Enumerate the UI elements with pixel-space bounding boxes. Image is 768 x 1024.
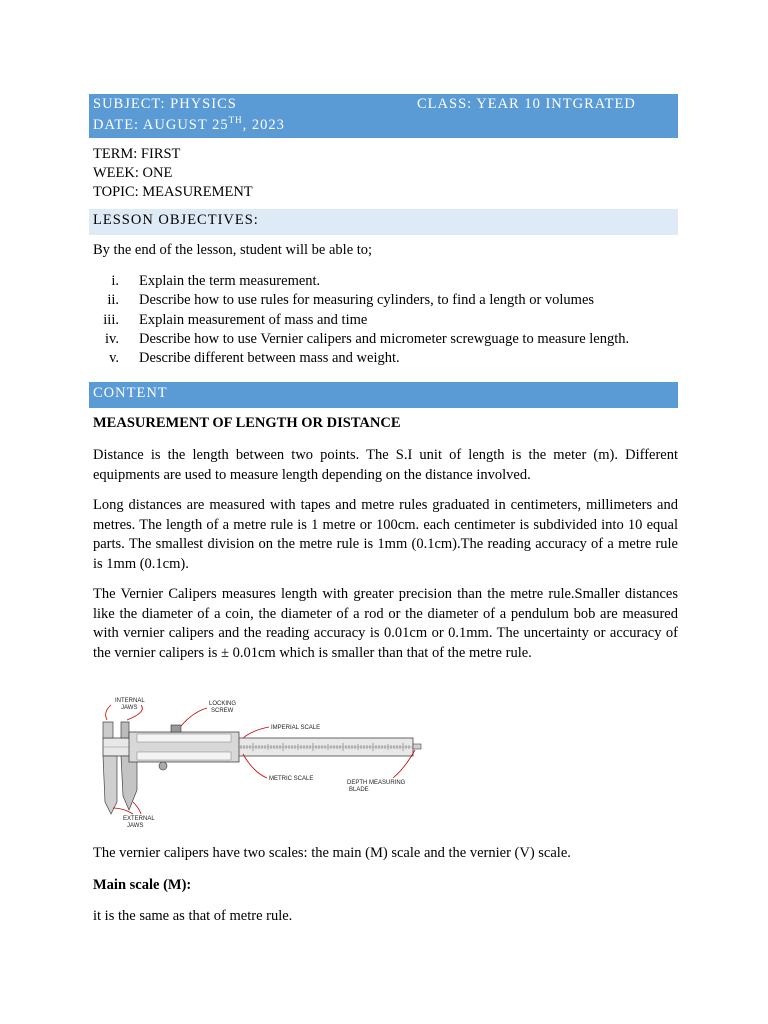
class-label: CLASS: YEAR 10 INTGRATED <box>417 96 636 112</box>
paragraph-distance: Distance is the length between two points. The S.I unit of length is the meter (m). Different equipments are used to measure length depending on the distance involved. <box>93 447 678 483</box>
label-depth-blade-2: BLADE <box>349 787 369 793</box>
paragraph-vernier: The Vernier Calipers measures length with greater precision than the metre rule.Smaller distances like the diameter of a coin, the diameter of a rod or the diameter of a pendulum bob are measured with vernier calipers and the reading accuracy is 0.01cm or 0.1mm. The uncertainty or accuracy of the vernier calipers is ± 0.01cm which is smaller than that of the metre rule. <box>93 586 678 661</box>
date-label: DATE: AUGUST 25TH, 2023 <box>93 115 285 133</box>
paragraph-main-scale: it is the same as that of metre rule. <box>93 908 293 924</box>
objectives-heading: LESSON OBJECTIVES: <box>93 212 259 228</box>
content-heading: CONTENT <box>93 385 168 401</box>
week-label: WEEK: ONE <box>93 165 173 181</box>
label-internal-jaws-2: JAWS <box>121 705 138 711</box>
vernier-calipers-diagram <box>93 692 423 832</box>
paragraph-long-distances: Long distances are measured with tapes and metre rules graduated in centimeters, millimeters and metres. The length of a metre rule is 1 metre or 100cm. each centimeter is subdivided into 10 equal parts. The smallest division on the metre rule is 1mm (0.1cm).The reading accuracy of a metre rule is 1mm (0.1cm). <box>93 497 678 572</box>
objectives-intro: By the end of the lesson, student will be able to; <box>93 242 373 258</box>
label-external-jaws-2: JAWS <box>127 823 144 829</box>
term-label: TERM: FIRST <box>93 146 181 162</box>
topic-label: TOPIC: MEASUREMENT <box>93 184 253 200</box>
label-depth-blade-1: DEPTH MEASURING <box>347 780 406 786</box>
main-scale-heading: Main scale (M): <box>93 877 192 893</box>
objectives-heading-band <box>89 209 678 235</box>
content-heading-band <box>89 382 678 408</box>
section-subheading: MEASUREMENT OF LENGTH OR DISTANCE <box>93 415 401 431</box>
header-banner <box>89 94 678 138</box>
label-imperial-scale: IMPERIAL SCALE <box>271 725 321 731</box>
lesson-meta <box>93 145 253 202</box>
label-locking-screw-1: LOCKING <box>209 701 237 707</box>
label-locking-screw-2: SCREW <box>211 708 234 714</box>
paragraph-two-scales: The vernier calipers have two scales: the main (M) scale and the vernier (V) scale. <box>93 845 571 861</box>
label-internal-jaws-1: INTERNAL <box>115 698 145 704</box>
label-external-jaws-1: EXTERNAL <box>123 816 155 822</box>
subject-label: SUBJECT: PHYSICS <box>93 96 237 112</box>
label-metric-scale: METRIC SCALE <box>269 776 314 782</box>
